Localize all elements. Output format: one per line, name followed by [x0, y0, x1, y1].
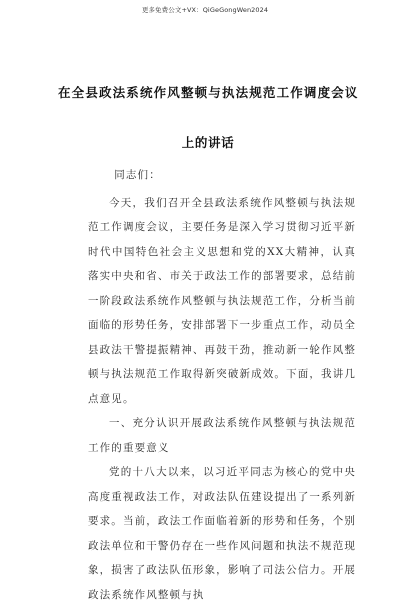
body-paragraph: 今天，我们召开全县政法系统作风整顿与执法规范工作调度会议，主要任务是深入学习贯彻习近平新时代中国特色社会主义思想和党的XX大精神，认真落实中央和省、市关于政法工作的部署要求，总结前一阶段政法系统作风整顿与执法规范工作，分析当前面临的形势任务，安排部署下一步重点工作，动员全县政法干警提振精神、再鼓干劲，推动新一轮作风整顿与执法规范工作取得新突破新成效。下面，我讲几点意见。 — [88, 196, 356, 405]
document-body — [88, 163, 356, 607]
document-title: 在全县政法系统作风整顿与执法规范工作调度会议上的讲话 — [58, 85, 358, 150]
header-promo-note: 更多免费公文+VX：QiGeGongWen2024 — [141, 6, 269, 14]
salutation: 同志们： — [114, 169, 161, 181]
section-heading: 一、充分认识开展政法系统作风整顿与执法规范工作的重要意义 — [88, 417, 356, 454]
body-paragraph: 党的十八大以来，以习近平同志为核心的党中央高度重视政法工作，对政法队伍建设提出了一系列新要求。当前，政法工作面临着新的形势和任务，个别政法单位和干警仍存在一些作风问题和执法不规范现象，损害了政法队伍形象，影响了司法公信力。开展政法系统作风整顿与执 — [88, 466, 356, 601]
